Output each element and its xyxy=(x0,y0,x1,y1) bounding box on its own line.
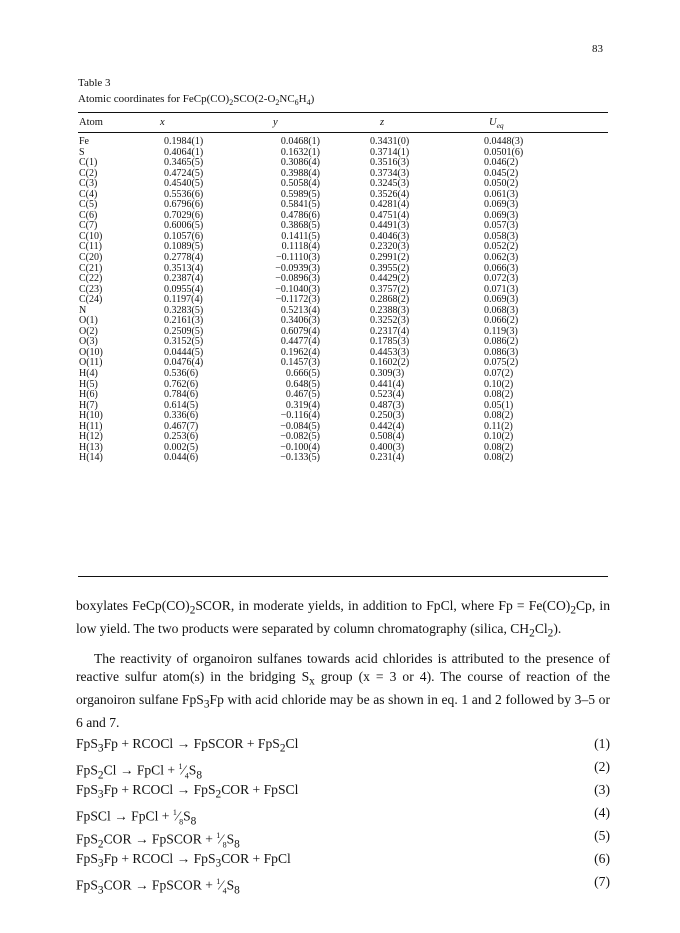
table-row xyxy=(0,285,680,296)
table-cell-y: 0.3988(4) xyxy=(280,167,320,179)
equation-3: FpS$_3$Fp + RCOCl → FpS$_2$COR + FpSCl (3) xyxy=(76,782,610,801)
equation-number: (3) xyxy=(594,782,610,797)
table-row xyxy=(0,253,680,264)
table-cell-atom: H(12) xyxy=(79,431,103,443)
table-row xyxy=(0,274,680,285)
table-cell-ueq: 0.086(3) xyxy=(484,346,519,358)
header-ueq: $U_{eq}$ xyxy=(489,117,504,131)
table-cell-x: 0.2509(5) xyxy=(164,325,204,337)
table-cell-atom: N xyxy=(79,304,87,316)
table-cell-atom: H(5) xyxy=(79,378,98,390)
table-cell-x: 0.1089(5) xyxy=(164,241,204,253)
table-cell-z: 0.3252(3) xyxy=(370,315,410,327)
table-cell-atom: H(14) xyxy=(79,452,103,464)
table-row xyxy=(0,316,680,327)
table-cell-atom: C(7) xyxy=(79,220,98,232)
table-cell-z: 0.1602(2) xyxy=(370,357,410,369)
equation-1: FpS$_3$Fp + RCOCl → FpSCOR + FpS$_2$Cl (1) xyxy=(76,736,610,755)
table-cell-x: 0.5536(6) xyxy=(164,188,204,200)
table-cell-z: 0.4281(4) xyxy=(370,199,410,211)
table-cell-x: 0.336(6) xyxy=(164,410,199,422)
table-cell-atom: H(7) xyxy=(79,399,98,411)
table-cell-x: 0.044(6) xyxy=(164,452,199,464)
table-cell-y: 0.1457(3) xyxy=(280,357,320,369)
table-cell-x: 0.0444(5) xyxy=(164,346,204,358)
table-cell-atom: C(10) xyxy=(79,230,103,242)
table-cell-atom: O(10) xyxy=(79,346,103,358)
table-cell-z: 0.442(4) xyxy=(370,420,405,432)
table-top-rule xyxy=(78,112,608,113)
table-cell-atom: C(11) xyxy=(79,241,102,253)
table-row xyxy=(0,137,680,148)
table-cell-x: 0.3283(5) xyxy=(164,304,204,316)
table-cell-y: 0.5213(4) xyxy=(280,304,320,316)
table-cell-atom: C(3) xyxy=(79,178,98,190)
table-row xyxy=(0,380,680,391)
table-cell-x: 0.7029(6) xyxy=(164,209,204,221)
table-cell-z: 0.250(3) xyxy=(370,410,405,422)
table-cell-atom: H(6) xyxy=(79,389,98,401)
table-row xyxy=(0,148,680,159)
table-bottom-rule xyxy=(78,576,608,577)
table-row xyxy=(0,232,680,243)
equation-7: FpS$_3$COR → FpSCOR + $^1⁄_4S_8$ (7) xyxy=(76,874,610,897)
table-cell-y: 0.648(5) xyxy=(285,378,320,390)
table-row xyxy=(0,211,680,222)
table-cell-atom: C(20) xyxy=(79,252,103,264)
table-cell-ueq: 0.0501(6) xyxy=(484,146,524,158)
table-cell-y: 0.4786(6) xyxy=(280,209,320,221)
table-cell-ueq: 0.058(3) xyxy=(484,230,519,242)
table-row xyxy=(0,242,680,253)
table-cell-x: 0.6796(6) xyxy=(164,199,204,211)
table-cell-z: 0.3714(1) xyxy=(370,146,410,158)
equation-number: (4) xyxy=(594,805,610,820)
table-cell-x: 0.3465(5) xyxy=(164,157,204,169)
equation-5: FpS$_2$COR → FpSCOR + $^1⁄_8S_8$ (5) xyxy=(76,828,610,851)
table-cell-atom: C(1) xyxy=(79,157,98,169)
table-cell-ueq: 0.07(2) xyxy=(484,368,514,380)
table-cell-z: 0.2991(2) xyxy=(370,252,410,264)
table-cell-atom: H(4) xyxy=(79,368,98,380)
table-cell-x: 0.614(5) xyxy=(164,399,199,411)
table-cell-atom: O(11) xyxy=(79,357,103,369)
table-cell-x: 0.2778(4) xyxy=(164,252,204,264)
table-cell-y: −0.1172(3) xyxy=(275,294,320,306)
table-cell-x: 0.467(7) xyxy=(164,420,199,432)
table-label: Table 3 xyxy=(78,77,111,89)
table-cell-atom: C(6) xyxy=(79,209,98,221)
table-cell-x: 0.1197(4) xyxy=(164,294,203,306)
table-cell-x: 0.002(5) xyxy=(164,441,199,453)
table-cell-z: 0.231(4) xyxy=(370,452,405,464)
header-atom: Atom xyxy=(79,117,103,128)
table-cell-atom: O(1) xyxy=(79,315,98,327)
table-row xyxy=(0,200,680,211)
equation-6: FpS$_3$Fp + RCOCl → FpS$_3$COR + FpCl (6) xyxy=(76,851,610,870)
table-cell-ueq: 0.086(2) xyxy=(484,336,519,348)
table-cell-z: 0.4046(3) xyxy=(370,230,410,242)
table-cell-x: 0.1984(1) xyxy=(164,136,204,147)
table-cell-z: 0.523(4) xyxy=(370,389,405,401)
equation-number: (7) xyxy=(594,874,610,889)
table-cell-ueq: 0.08(2) xyxy=(484,389,514,401)
table-cell-x: 0.536(6) xyxy=(164,368,199,380)
table-cell-x: 0.784(6) xyxy=(164,389,199,401)
table-cell-z: 0.400(3) xyxy=(370,441,405,453)
equation-number: (1) xyxy=(594,736,610,751)
table-cell-ueq: 0.045(2) xyxy=(484,167,519,179)
table-cell-z: 0.487(3) xyxy=(370,399,405,411)
table-cell-y: 0.666(5) xyxy=(285,368,320,380)
table-cell-z: 0.2868(2) xyxy=(370,294,410,306)
table-row xyxy=(0,327,680,338)
table-cell-x: 0.253(6) xyxy=(164,431,199,443)
table-cell-z: 0.3245(3) xyxy=(370,178,410,190)
equation-number: (5) xyxy=(594,828,610,843)
table-cell-z: 0.2388(3) xyxy=(370,304,410,316)
table-cell-y: 0.1632(1) xyxy=(280,146,320,158)
table-cell-z: 0.4453(3) xyxy=(370,346,410,358)
page-number: 83 xyxy=(592,43,603,55)
table-cell-ueq: 0.08(2) xyxy=(484,452,514,464)
table-cell-atom: C(24) xyxy=(79,294,103,306)
table-cell-atom: C(5) xyxy=(79,199,98,211)
table-body xyxy=(0,137,680,464)
table-header-rule xyxy=(78,132,608,133)
table-cell-ueq: 0.069(3) xyxy=(484,209,519,221)
table-row xyxy=(0,390,680,401)
body-paragraph-1: boxylates $FeCp(CO)_2SCOR$, in moderate yields, in addition to FpCl, where $Fp = Fe(CO)_2Cp$, in low yield. The two products were separated by column chromatography (silica, $CH_2Cl_2$). xyxy=(76,598,610,640)
table-cell-y: −0.084(5) xyxy=(280,420,320,432)
table-cell-y: 0.1962(4) xyxy=(280,346,320,358)
table-cell-z: 0.4751(4) xyxy=(370,209,410,221)
table-cell-x: 0.2161(3) xyxy=(164,315,204,327)
table-cell-y: −0.133(5) xyxy=(280,452,320,464)
table-cell-atom: O(3) xyxy=(79,336,98,348)
table-cell-y: −0.0896(3) xyxy=(275,273,320,285)
table-row xyxy=(0,369,680,380)
body-paragraph-2: The reactivity of organoiron sulfanes towards acid chlorides is attributed to the presence of reactive sulfur atom(s) in the bridging $S_x$ group (x = 3 or 4). The course of reaction of the organoiron sulfane FpS$_3$Fp with acid chloride may be as shown in eq. 1 and 2 followed by 3–5 or 6 and 7. xyxy=(76,651,610,730)
table-cell-z: 0.1785(3) xyxy=(370,336,410,348)
table-row xyxy=(0,264,680,275)
table-row xyxy=(0,306,680,317)
table-cell-ueq: 0.08(2) xyxy=(484,441,514,453)
table-cell-z: 0.2317(4) xyxy=(370,325,410,337)
table-cell-x: 0.1057(6) xyxy=(164,230,204,242)
table-cell-ueq: 0.068(3) xyxy=(484,304,519,316)
table-cell-y: 0.3868(5) xyxy=(280,220,320,232)
table-row xyxy=(0,169,680,180)
equation-number: (2) xyxy=(594,759,610,774)
table-cell-z: 0.2320(3) xyxy=(370,241,410,253)
table-cell-atom: C(2) xyxy=(79,167,98,179)
table-cell-ueq: 0.061(3) xyxy=(484,188,519,200)
header-y: y xyxy=(273,117,278,128)
table-cell-x: 0.4724(5) xyxy=(164,167,204,179)
table-cell-y: −0.116(4) xyxy=(280,410,320,422)
table-row xyxy=(0,295,680,306)
table-cell-atom: C(21) xyxy=(79,262,103,274)
table-cell-x: 0.4064(1) xyxy=(164,146,204,158)
table-cell-y: −0.1040(3) xyxy=(275,283,320,295)
table-cell-atom: S xyxy=(79,146,85,158)
table-row xyxy=(0,453,680,464)
table-cell-y: 0.1118(4) xyxy=(281,241,320,253)
table-cell-z: 0.4491(3) xyxy=(370,220,410,232)
table-cell-y: 0.5058(4) xyxy=(280,178,320,190)
table-cell-y: 0.3406(3) xyxy=(280,315,320,327)
table-cell-ueq: 0.05(1) xyxy=(484,399,514,411)
table-cell-ueq: 0.069(3) xyxy=(484,294,519,306)
table-cell-ueq: 0.052(2) xyxy=(484,241,519,253)
table-cell-z: 0.3734(3) xyxy=(370,167,410,179)
table-cell-z: 0.4429(2) xyxy=(370,273,410,285)
table-row xyxy=(0,158,680,169)
table-cell-atom: Fe xyxy=(79,136,89,147)
table-cell-z: 0.3431(0) xyxy=(370,136,410,147)
table-cell-y: 0.5989(5) xyxy=(280,188,320,200)
header-z: z xyxy=(380,117,385,128)
table-cell-ueq: 0.069(3) xyxy=(484,199,519,211)
table-cell-z: 0.3955(2) xyxy=(370,262,410,274)
table-cell-atom: C(4) xyxy=(79,188,98,200)
table-caption: Atomic coordinates for $FeCp(CO)_2SCO(2-O_2NC_6H_4)$ xyxy=(78,93,315,108)
table-cell-ueq: 0.071(3) xyxy=(484,283,519,295)
table-cell-x: 0.762(6) xyxy=(164,378,199,390)
equation-2: FpS$_2$Cl → FpCl + $^1⁄_4S_8$ (2) xyxy=(76,759,610,782)
equation-4: FpSCl → FpCl + $^1⁄_8S_8$ (4) xyxy=(76,805,610,828)
table-cell-y: 0.6079(4) xyxy=(280,325,320,337)
table-cell-ueq: 0.062(3) xyxy=(484,252,519,264)
table-row xyxy=(0,221,680,232)
header-x: x xyxy=(160,117,165,128)
table-cell-ueq: 0.072(3) xyxy=(484,273,519,285)
table-cell-y: 0.319(4) xyxy=(285,399,320,411)
table-cell-ueq: 0.10(2) xyxy=(484,431,514,443)
table-cell-x: 0.4540(5) xyxy=(164,178,204,190)
table-cell-ueq: 0.075(2) xyxy=(484,357,519,369)
table-cell-z: 0.441(4) xyxy=(370,378,405,390)
table-row xyxy=(0,190,680,201)
table-cell-atom: H(11) xyxy=(79,420,103,432)
table-cell-ueq: 0.066(2) xyxy=(484,315,519,327)
table-cell-ueq: 0.119(3) xyxy=(484,325,518,337)
table-cell-y: 0.467(5) xyxy=(285,389,320,401)
table-cell-ueq: 0.0448(3) xyxy=(484,136,524,147)
table-cell-ueq: 0.066(3) xyxy=(484,262,519,274)
table-cell-atom: C(23) xyxy=(79,283,103,295)
table-cell-x: 0.3513(4) xyxy=(164,262,204,274)
table-cell-z: 0.3757(2) xyxy=(370,283,410,295)
table-cell-y: 0.5841(5) xyxy=(280,199,320,211)
table-cell-y: 0.3086(4) xyxy=(280,157,320,169)
table-cell-ueq: 0.11(2) xyxy=(484,420,513,432)
table-cell-atom: H(10) xyxy=(79,410,103,422)
table-cell-ueq: 0.046(2) xyxy=(484,157,519,169)
table-cell-z: 0.309(3) xyxy=(370,368,405,380)
table-cell-y: −0.082(5) xyxy=(280,431,320,443)
table-cell-y: −0.1110(3) xyxy=(275,252,320,264)
table-cell-x: 0.3152(5) xyxy=(164,336,204,348)
table-cell-y: 0.0468(1) xyxy=(280,136,320,147)
table-cell-y: 0.1411(5) xyxy=(281,230,320,242)
table-cell-z: 0.508(4) xyxy=(370,431,405,443)
table-cell-atom: H(13) xyxy=(79,441,103,453)
table-cell-atom: C(22) xyxy=(79,273,103,285)
table-cell-z: 0.3516(3) xyxy=(370,157,410,169)
table-cell-x: 0.0955(4) xyxy=(164,283,204,295)
table-cell-ueq: 0.050(2) xyxy=(484,178,519,190)
table-cell-y: −0.0939(3) xyxy=(275,262,320,274)
table-cell-y: −0.100(4) xyxy=(280,441,320,453)
equation-number: (6) xyxy=(594,851,610,866)
table-cell-x: 0.6006(5) xyxy=(164,220,204,232)
table-cell-ueq: 0.057(3) xyxy=(484,220,519,232)
table-cell-x: 0.2387(4) xyxy=(164,273,204,285)
table-cell-y: 0.4477(4) xyxy=(280,336,320,348)
table-cell-z: 0.3526(4) xyxy=(370,188,410,200)
table-cell-ueq: 0.08(2) xyxy=(484,410,514,422)
table-row xyxy=(0,358,680,369)
table-cell-x: 0.0476(4) xyxy=(164,357,204,369)
table-cell-atom: O(2) xyxy=(79,325,98,337)
table-row xyxy=(0,179,680,190)
table-cell-ueq: 0.10(2) xyxy=(484,378,514,390)
